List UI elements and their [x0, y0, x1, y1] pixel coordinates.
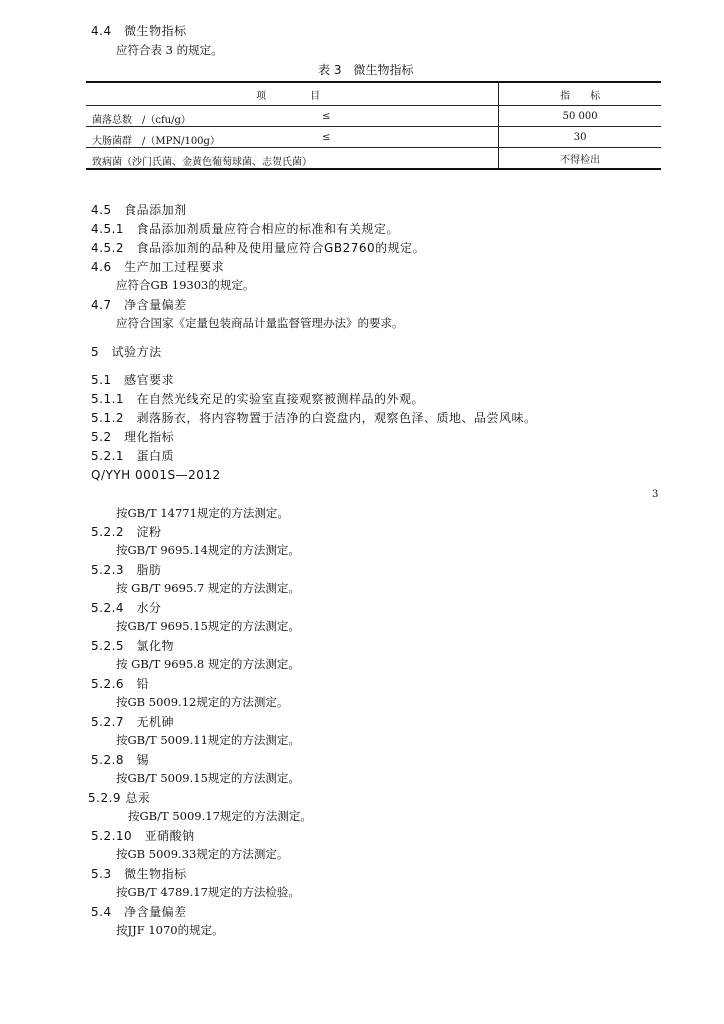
section-5-2-7-heading: 5.2.7 无机砷 — [91, 715, 175, 729]
section-5-3-heading: 5.3 微生物指标 — [91, 867, 187, 881]
header-value — [499, 82, 661, 106]
section-5-2-9-heading: 5.2.9 总汞 — [88, 791, 151, 805]
section-4-6-heading: 4.6 生产加工过程要求 — [91, 260, 225, 274]
section-5-2-3-heading: 5.2.3 脂肪 — [91, 563, 162, 577]
table-caption: 表 3 微生物指标 — [318, 63, 414, 77]
section-5-4-text: 按JJF 1070的规定。 — [116, 923, 224, 937]
row-item-name: 大肠菌群 /（MPN/100g） — [92, 136, 220, 147]
section-4-4-heading: 4.4 微生物指标 — [91, 24, 187, 38]
section-5-2-8-text: 按GB/T 5009.15规定的方法测定。 — [116, 771, 300, 785]
section-5-2-2-text: 按GB/T 9695.14规定的方法测定。 — [116, 543, 300, 557]
table-row — [86, 127, 661, 148]
table-row — [86, 148, 661, 170]
section-5-4-heading: 5.4 净含量偏差 — [91, 905, 187, 919]
row-item-value: 不得检出 — [499, 148, 661, 170]
table-row — [86, 106, 661, 127]
section-5-2-4-heading: 5.2.4 水分 — [91, 601, 162, 615]
section-5-2-2-heading: 5.2.2 淀粉 — [91, 525, 162, 539]
section-4-7-text: 应符合国家《定量包装商品计量监督管理办法》的要求。 — [116, 316, 404, 330]
section-4-7-heading: 4.7 净含量偏差 — [91, 298, 187, 312]
section-5-2-3-text: 按 GB/T 9695.7 规定的方法测定。 — [116, 581, 300, 595]
section-5-1-heading: 5.1 感官要求 — [91, 373, 175, 387]
row-item-operator: ≤ — [322, 111, 331, 122]
section-5-2-6-text: 按GB 5009.12规定的方法测定。 — [116, 695, 289, 709]
section-4-5-1: 4.5.1 食品添加剂质量应符合相应的标准和有关规定。 — [91, 222, 400, 236]
section-4-4-text: 应符合表 3 的规定。 — [116, 43, 223, 57]
section-5-2-10-text: 按GB 5009.33规定的方法测定。 — [116, 847, 289, 861]
section-5-1-1: 5.1.1 在自然光线充足的实验室直接观察被测样品的外观。 — [91, 392, 425, 406]
microbial-table — [86, 81, 661, 170]
section-5-2-9-text: 按GB/T 5009.17规定的方法测定。 — [128, 809, 312, 823]
section-5-2-4-text: 按GB/T 9695.15规定的方法测定。 — [116, 619, 300, 633]
row-item-name: 致病菌（沙门氏菌、金黄色葡萄球菌、志贺氏菌） — [92, 157, 312, 168]
section-4-6-text: 应符合GB 19303的规定。 — [116, 278, 255, 292]
table-header-row — [86, 82, 661, 106]
page-number: 3 — [652, 489, 659, 500]
section-4-5-2: 4.5.2 食品添加剂的品种及使用量应符合GB2760的规定。 — [91, 241, 426, 255]
section-5-2-heading: 5.2 理化指标 — [91, 430, 175, 444]
section-5-heading: 5 试验方法 — [91, 345, 162, 359]
section-5-3-text: 按GB/T 4789.17规定的方法检验。 — [116, 885, 300, 899]
doc-number: Q/YYH 0001S—2012 — [91, 468, 221, 482]
section-5-2-5-heading: 5.2.5 氯化物 — [91, 639, 175, 653]
section-5-2-7-text: 按GB/T 5009.11规定的方法测定。 — [116, 733, 300, 747]
row-item-operator: ≤ — [322, 132, 331, 143]
section-5-2-8-heading: 5.2.8 锡 — [91, 753, 150, 767]
row-item-value: 30 — [499, 127, 661, 148]
row-item-name: 菌落总数 /（cfu/g） — [92, 115, 191, 126]
section-5-2-10-heading: 5.2.10 亚硝酸钠 — [91, 829, 195, 843]
section-5-1-2: 5.1.2 剥落肠衣，将内容物置于洁净的白瓷盘内，观察色泽、质地、品尝风味。 — [91, 411, 537, 425]
header-item-label: 项 目 — [256, 90, 329, 102]
section-5-2-1-heading: 5.2.1 蛋白质 — [91, 449, 175, 463]
section-4-5-heading: 4.5 食品添加剂 — [91, 203, 187, 217]
header-item — [86, 82, 499, 106]
section-5-2-6-heading: 5.2.6 铅 — [91, 677, 150, 691]
section-5-2-5-text: 按 GB/T 9695.8 规定的方法测定。 — [116, 657, 300, 671]
section-5-2-1-text: 按GB/T 14771规定的方法测定。 — [116, 506, 289, 520]
row-item-value: 50 000 — [499, 106, 661, 127]
header-value-label: 指 标 — [560, 90, 601, 102]
